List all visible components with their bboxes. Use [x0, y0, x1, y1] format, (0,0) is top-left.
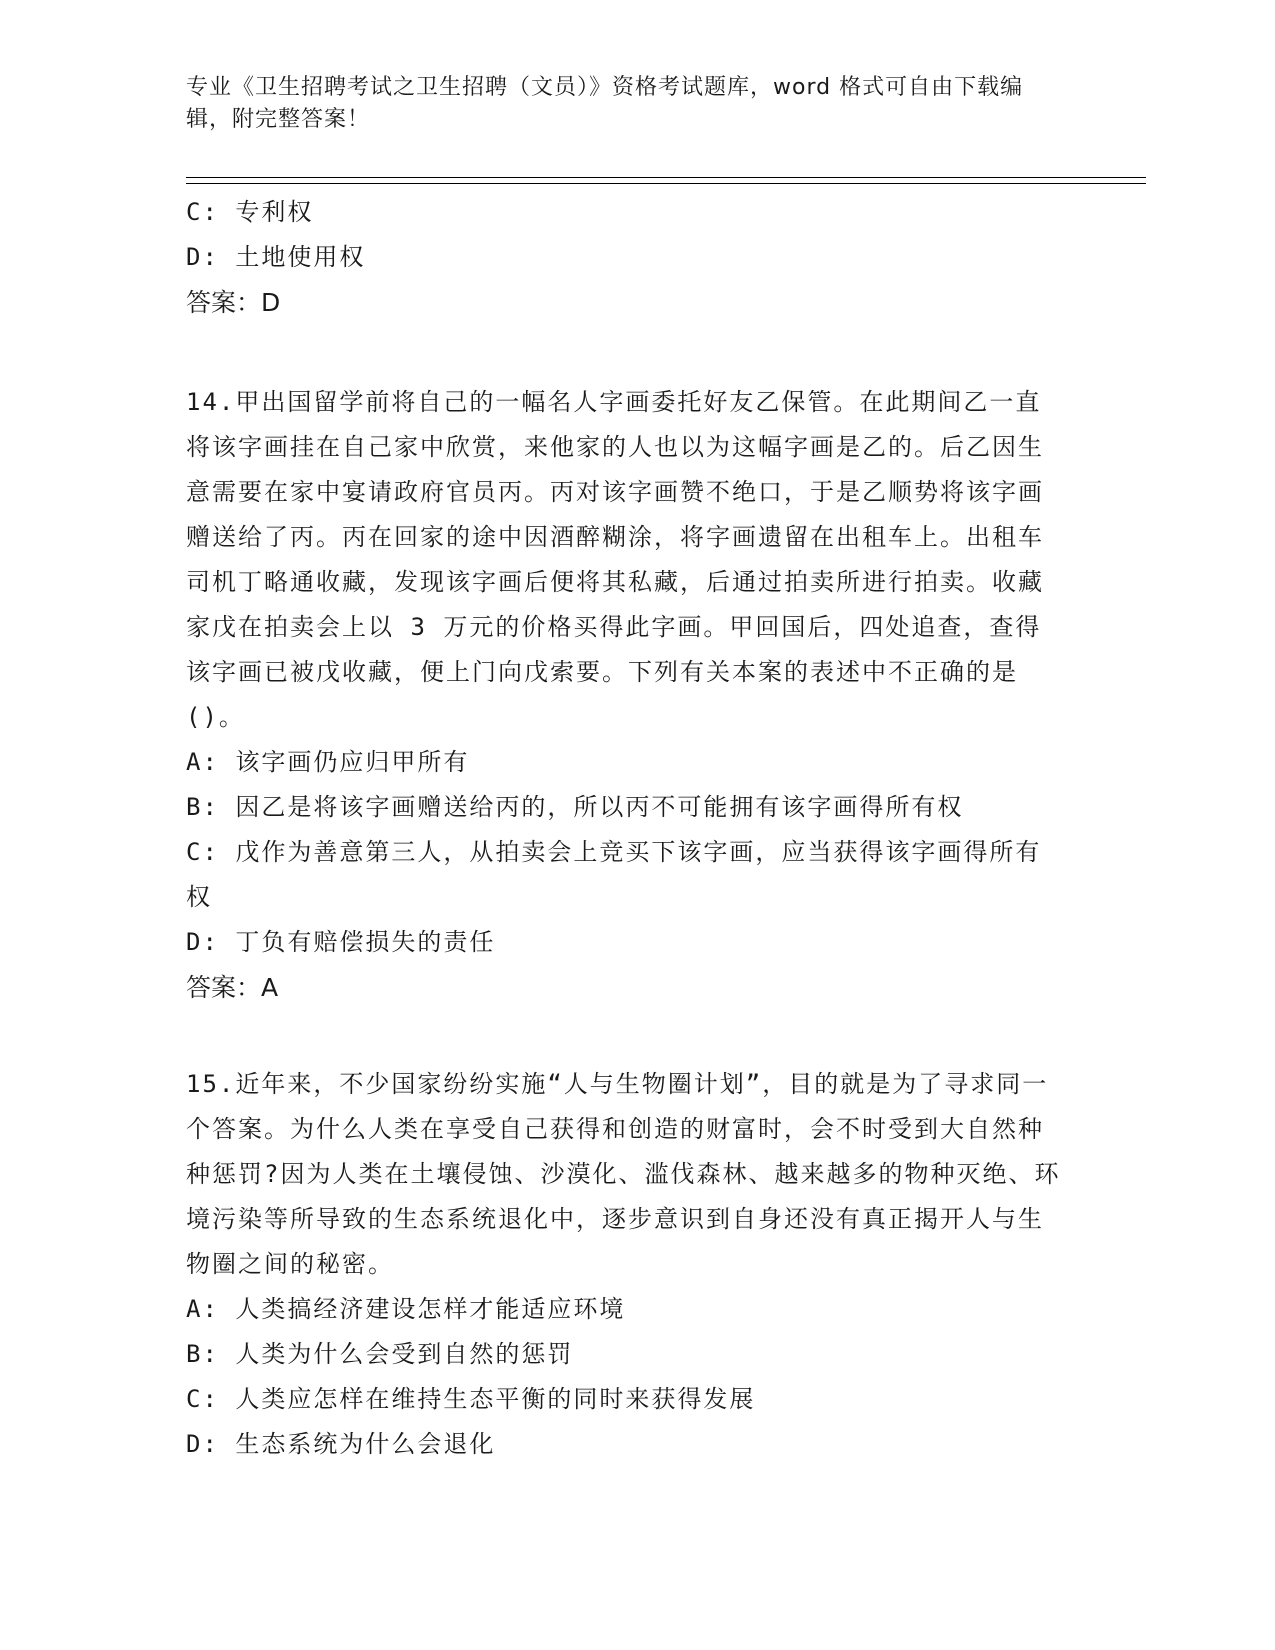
question-15-option-c: C: 人类应怎样在维持生态平衡的同时来获得发展	[186, 1385, 756, 1413]
question-15-option-d: D: 生态系统为什么会退化	[186, 1430, 496, 1458]
question-15-option-a: A: 人类搞经济建设怎样才能适应环境	[186, 1295, 626, 1323]
page-header: 专业《卫生招聘考试之卫生招聘（文员）》资格考试题库，word 格式可自由下载编辑，附完整答案！	[186, 75, 1024, 132]
question-14-stem: 14.甲出国留学前将自己的一幅名人字画委托好友乙保管。在此期间乙一直将该字画挂在自己家中欣赏，来他家的人也以为这幅字画是乙的。后乙因生意需要在家中宴请政府官员丙。丙对该字画赞不绝口，于是乙顺势将该字画赠送给了丙。丙在回家的途中因酒醉糊涂，将字画遗留在出租车上。出租车司机丁略通收藏，发现该字画后便将其私藏，后通过拍卖所进行拍卖。收藏家戊在拍卖会上以 3 万元的价格买得此字画。甲回国后，四处追查，查得该字画已被戊收藏，便上门向戊索要。下列有关本案的表述中不正确的是()。	[186, 388, 1044, 731]
question-14-answer: 答案：A	[186, 973, 279, 1002]
question-15-option-b: B: 人类为什么会受到自然的惩罚	[186, 1340, 574, 1368]
document-body	[186, 190, 1066, 1467]
question-14-option-a: A: 该字画仍应归甲所有	[186, 748, 470, 776]
question-14-option-b: B: 因乙是将该字画赠送给丙的，所以丙不可能拥有该字画得所有权	[186, 793, 964, 821]
spacer	[186, 1010, 1066, 1062]
spacer	[186, 325, 1066, 380]
prev-answer: 答案：D	[186, 288, 281, 317]
prev-option-d: D: 土地使用权	[186, 243, 366, 271]
question-14-option-c: C: 戊作为善意第三人，从拍卖会上竞买下该字画，应当获得该字画得所有权	[186, 838, 1042, 911]
question-14-option-d: D: 丁负有赔偿损失的责任	[186, 928, 496, 956]
prev-option-c: C: 专利权	[186, 198, 314, 226]
header-divider-bottom	[186, 183, 1146, 184]
header-divider-top	[186, 177, 1146, 178]
question-15-stem: 15.近年来，不少国家纷纷实施“人与生物圈计划”，目的就是为了寻求同一个答案。为什么人类在享受自己获得和创造的财富时，会不时受到大自然种种惩罚?因为人类在土壤侵蚀、沙漠化、滥伐森林、越来越多的物种灭绝、环境污染等所导致的生态系统退化中，逐步意识到自身还没有真正揭开人与生物圈之间的秘密。	[186, 1070, 1061, 1278]
